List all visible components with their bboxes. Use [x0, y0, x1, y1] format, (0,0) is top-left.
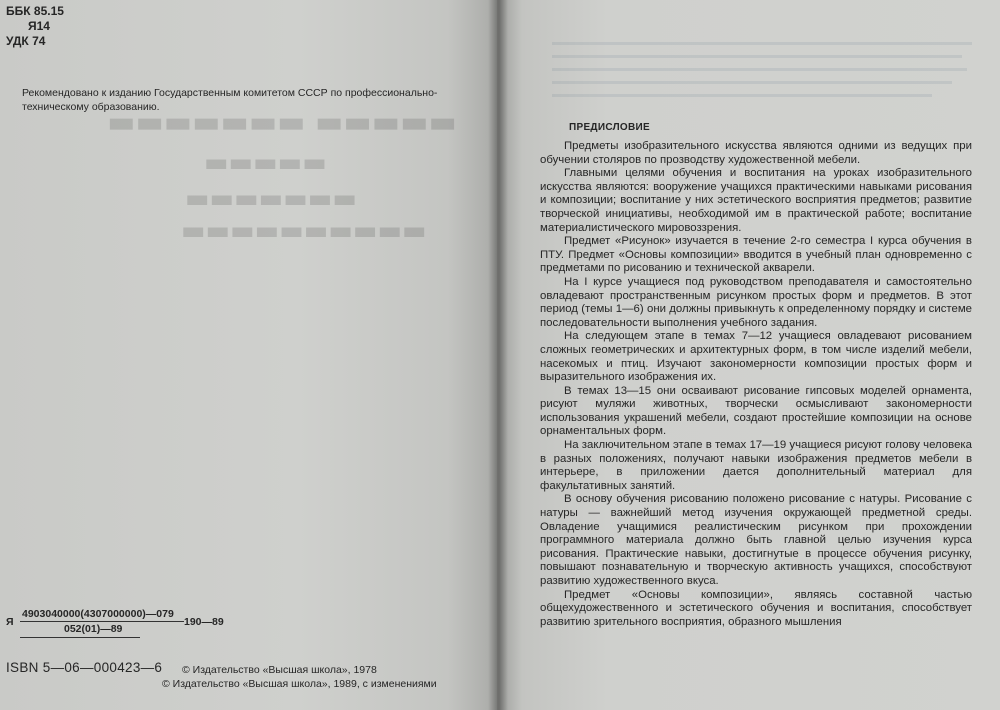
show-through-line	[552, 81, 952, 84]
copyright-1978: © Издательство «Высшая школа», 1978	[182, 664, 377, 676]
author-mark: Я14	[28, 19, 50, 33]
show-through-line	[552, 94, 932, 97]
show-through-ghost: ▬▬▬▬▬ ▬▬▬▬▬▬▬	[107, 105, 457, 140]
paragraph: На I курсе учащиеся под руководством преподавателя и самостоятельно овладевают пространственным рисунком простых форм и предметов. В этот период (темы 1—6) они должны привыкнуть к определенному порядку и системе последовательности выполнения учебного задания.	[540, 275, 972, 329]
paragraph: На заключительном этапе в темах 17—19 учащиеся рисуют голову человека в разных положениях, получают навыки изображения предметов мебели в интерьере, в приложении дается дополнительный материал для факультативных занятий.	[540, 439, 972, 492]
right-page	[497, 0, 1000, 710]
show-through-ghost: ▬▬▬▬▬▬▬	[185, 184, 357, 214]
show-through-ghost: ▬▬▬▬▬▬▬▬▬▬	[181, 216, 427, 246]
preface-text	[540, 140, 972, 629]
show-through-ghost: ▬▬▬▬▬	[204, 148, 327, 178]
left-page	[0, 0, 497, 710]
registration-line-1: 4903040000(4307000000)—079	[22, 608, 174, 620]
udk-code: УДК 74	[6, 34, 46, 48]
registration-line-2: 052(01)—89	[64, 623, 123, 635]
library-codes	[6, 4, 64, 49]
paragraph: В темах 13—15 они осваивают рисование гипсовых моделей орнамента, рисуют муляжи животных, творчески осмысливают закономерности использования украшений мебели, создают простейшие композиции на основе орнаментальных форм.	[540, 384, 972, 438]
book-spine-shadow	[488, 0, 508, 710]
copyright-block	[162, 663, 437, 691]
registration-prefix: Я	[6, 616, 14, 628]
show-through-line	[552, 55, 962, 58]
bbk-code: ББК 85.15	[6, 4, 64, 18]
registration-number: 190—89	[184, 616, 224, 628]
paragraph: Предметы изобразительного искусства являются одними из ведущих при обучении столяров по прозводству художественной мебели.	[540, 140, 972, 166]
show-through-line	[552, 68, 967, 71]
fraction-rule	[20, 637, 140, 638]
paragraph: Главными целями обучения и воспитания на уроках изобразительного искусства являются: вооружение учащихся практическими навыками рисования и композиции; воспитание у них эстетического восприятия предметов; развитие творческой инициативы, необходимой им в практической работе; воспитание материалистического мировоззрения.	[540, 167, 972, 234]
paragraph: В основу обучения рисованию положено рисование с натуры. Рисование с натуры — важнейший метод изучения окружающей предметной среды. Овладение учащимися реалистическим рисунком при прохождении программного материала должно быть главной целью изучения курса рисования. Практические навыки, достигнутые в процессе обучения рисунку, повышают познавательную и творческую активность учащихся, способствуют развитию художественного вкуса.	[540, 493, 972, 587]
paragraph: На следующем этапе в темах 7—12 учащиеся овладевают рисованием сложных геометрических и архитектурных форм, в том числе изделий мебели, насекомых и птиц. Изучают закономерности композиции простых форм и выразительного изображения их.	[540, 330, 972, 384]
section-heading: ПРЕДИСЛОВИЕ	[569, 122, 650, 133]
paragraph: Предмет «Рисунок» изучается в течение 2-го семестра I курса обучения в ПТУ. Предмет «Основы композиции» вводится в учебный план одновременно с предметами по рисованию и технической акварели.	[540, 235, 972, 275]
copyright-1989: © Издательство «Высшая школа», 1989, с изменениями	[162, 678, 437, 690]
paragraph: Предмет «Основы композиции», являясь составной частью общехудожественного и эстетического обучения и воспитания, способствует развитию зрительного восприятия, образного мышления	[540, 588, 972, 628]
show-through-line	[552, 42, 972, 45]
isbn: ISBN 5—06—000423—6	[6, 660, 163, 675]
recommendation-note: Рекомендовано к изданию Государственным комитетом СССР по профессионально-техническому образованию.	[22, 87, 438, 113]
